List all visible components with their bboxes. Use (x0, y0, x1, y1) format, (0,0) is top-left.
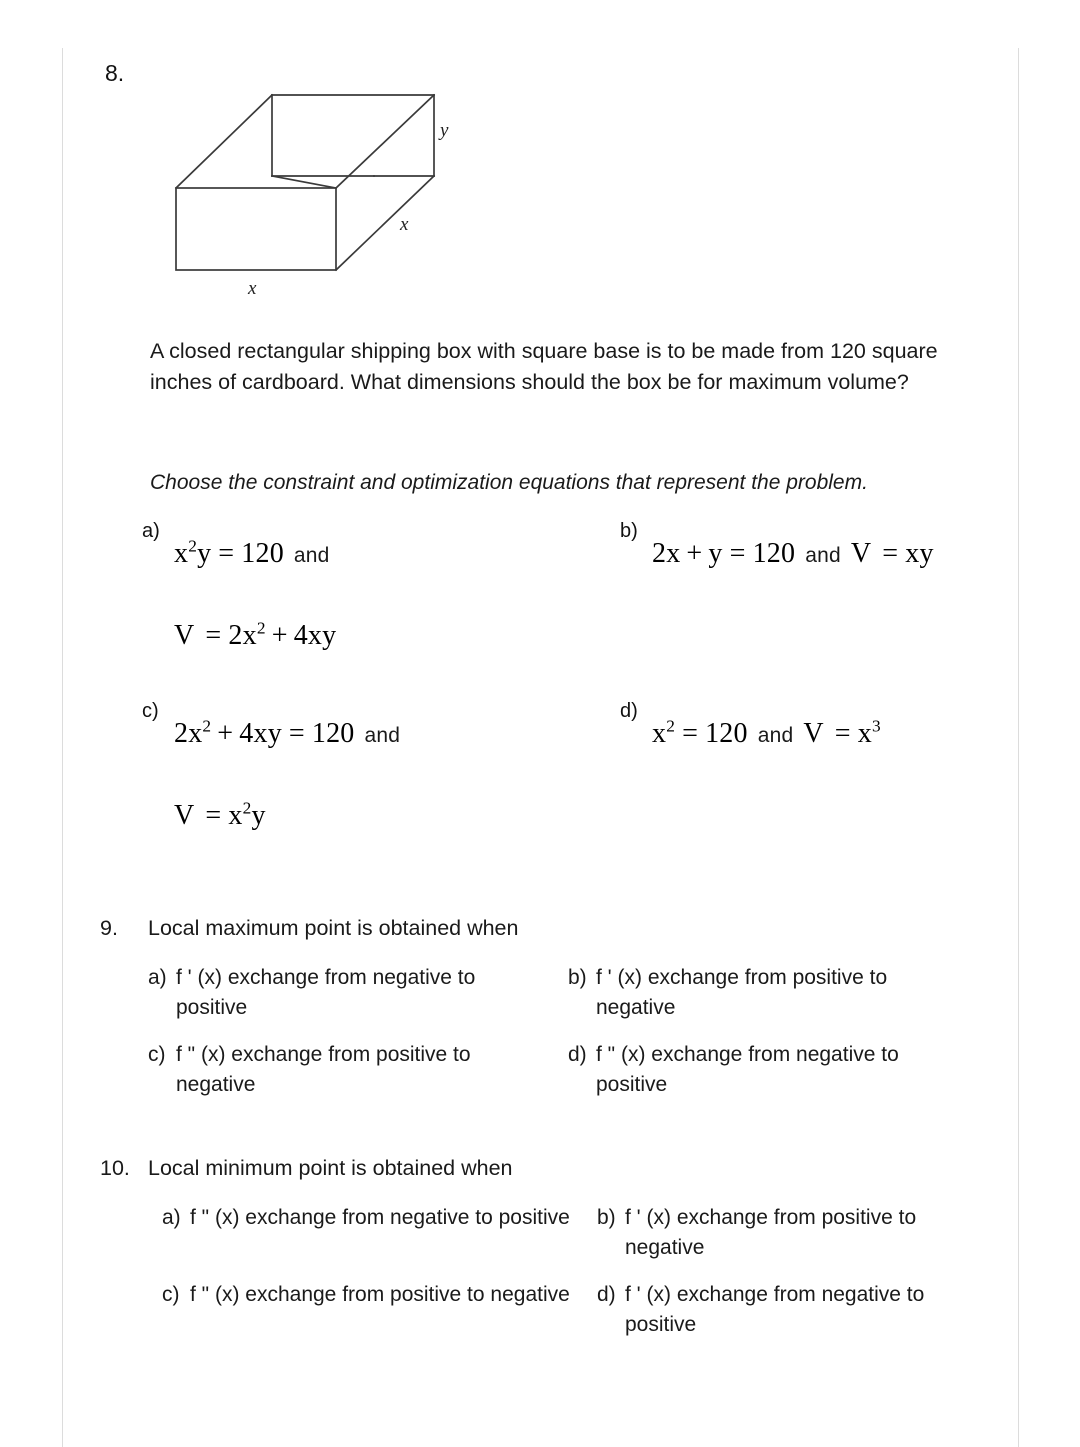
option-c-text: f " (x) exchange from positive to negative (190, 1282, 570, 1306)
question-10-option-c[interactable] (162, 1280, 572, 1310)
option-a-text: f ' (x) exchange from negative to positive (176, 965, 476, 1019)
question-9-block (100, 915, 1000, 1113)
option-c-equation-1: $2x^2 + 4xy = 120$ and (174, 716, 401, 749)
option-b-label: b) (597, 1205, 616, 1229)
option-a-equation-2: $V = 2x^2 + 4xy$ (174, 618, 337, 651)
question-9-heading (100, 915, 1000, 943)
question-8-instruction: Choose the constraint and optimization equations that represent the problem. (150, 471, 868, 494)
question-9-number: 9. (100, 916, 118, 940)
option-d-text: f " (x) exchange from negative to positive (596, 1042, 899, 1096)
question-8-stem: A closed rectangular shipping box with square base is to be made from 120 square inches of cardboard. What dimensions should the box be for maximum volume? (150, 339, 938, 395)
page-right-rule (1018, 48, 1019, 1447)
option-b-equation-1: 2x + y = 120 and V = xy (652, 538, 934, 569)
option-c-label: c) (142, 700, 159, 722)
question-10-text: Local minimum point is obtained when (148, 1156, 513, 1180)
question-10-option-a[interactable] (162, 1203, 572, 1233)
option-c-text: f " (x) exchange from positive to negative (176, 1042, 471, 1096)
question-10-heading (100, 1155, 1000, 1183)
option-c-equation-2: $V = x^2y$ (174, 798, 266, 831)
option-c-label: c) (162, 1282, 180, 1306)
option-d-label: d) (597, 1282, 616, 1306)
option-d-text: f ' (x) exchange from negative to positive (625, 1282, 925, 1336)
option-a-label: a) (142, 520, 160, 542)
figure-label-depth: x (400, 214, 409, 235)
page-content (62, 0, 1018, 1447)
question-9-option-b[interactable] (568, 963, 968, 1023)
option-b-text: f ' (x) exchange from positive to negative (625, 1205, 917, 1259)
question-9-text: Local maximum point is obtained when (148, 916, 519, 940)
option-a-equation-1: $x^2y = 120$ and (174, 536, 330, 569)
option-a-label: a) (162, 1205, 181, 1229)
option-c-label: c) (148, 1042, 166, 1066)
option-a-text: f " (x) exchange from negative to positive (190, 1205, 570, 1229)
figure-label-height: y (440, 120, 449, 141)
option-b-text: f ' (x) exchange from positive to negative (596, 965, 888, 1019)
option-d-label: d) (620, 700, 638, 722)
option-b-label: b) (620, 520, 638, 542)
question-10-option-d[interactable] (597, 1280, 997, 1340)
question-9-options (148, 963, 1000, 1113)
question-10-block (100, 1155, 1000, 1353)
question-10-number: 10. (100, 1156, 130, 1180)
option-a-label: a) (148, 965, 167, 989)
question-9-option-d[interactable] (568, 1040, 968, 1100)
option-d-label: d) (568, 1042, 587, 1066)
option-d-equation-1: $x^2 = 120$ and $V = x^3$ (652, 716, 881, 749)
option-b-label: b) (568, 965, 587, 989)
question-9-option-a[interactable] (148, 963, 548, 1023)
question-10-option-b[interactable] (597, 1203, 997, 1263)
question-10-options (162, 1203, 1000, 1353)
open-rectangular-box-diagram (162, 78, 502, 308)
question-9-option-c[interactable] (148, 1040, 548, 1100)
question-8-number: 8. (105, 60, 125, 86)
figure-label-width: x (248, 278, 257, 299)
